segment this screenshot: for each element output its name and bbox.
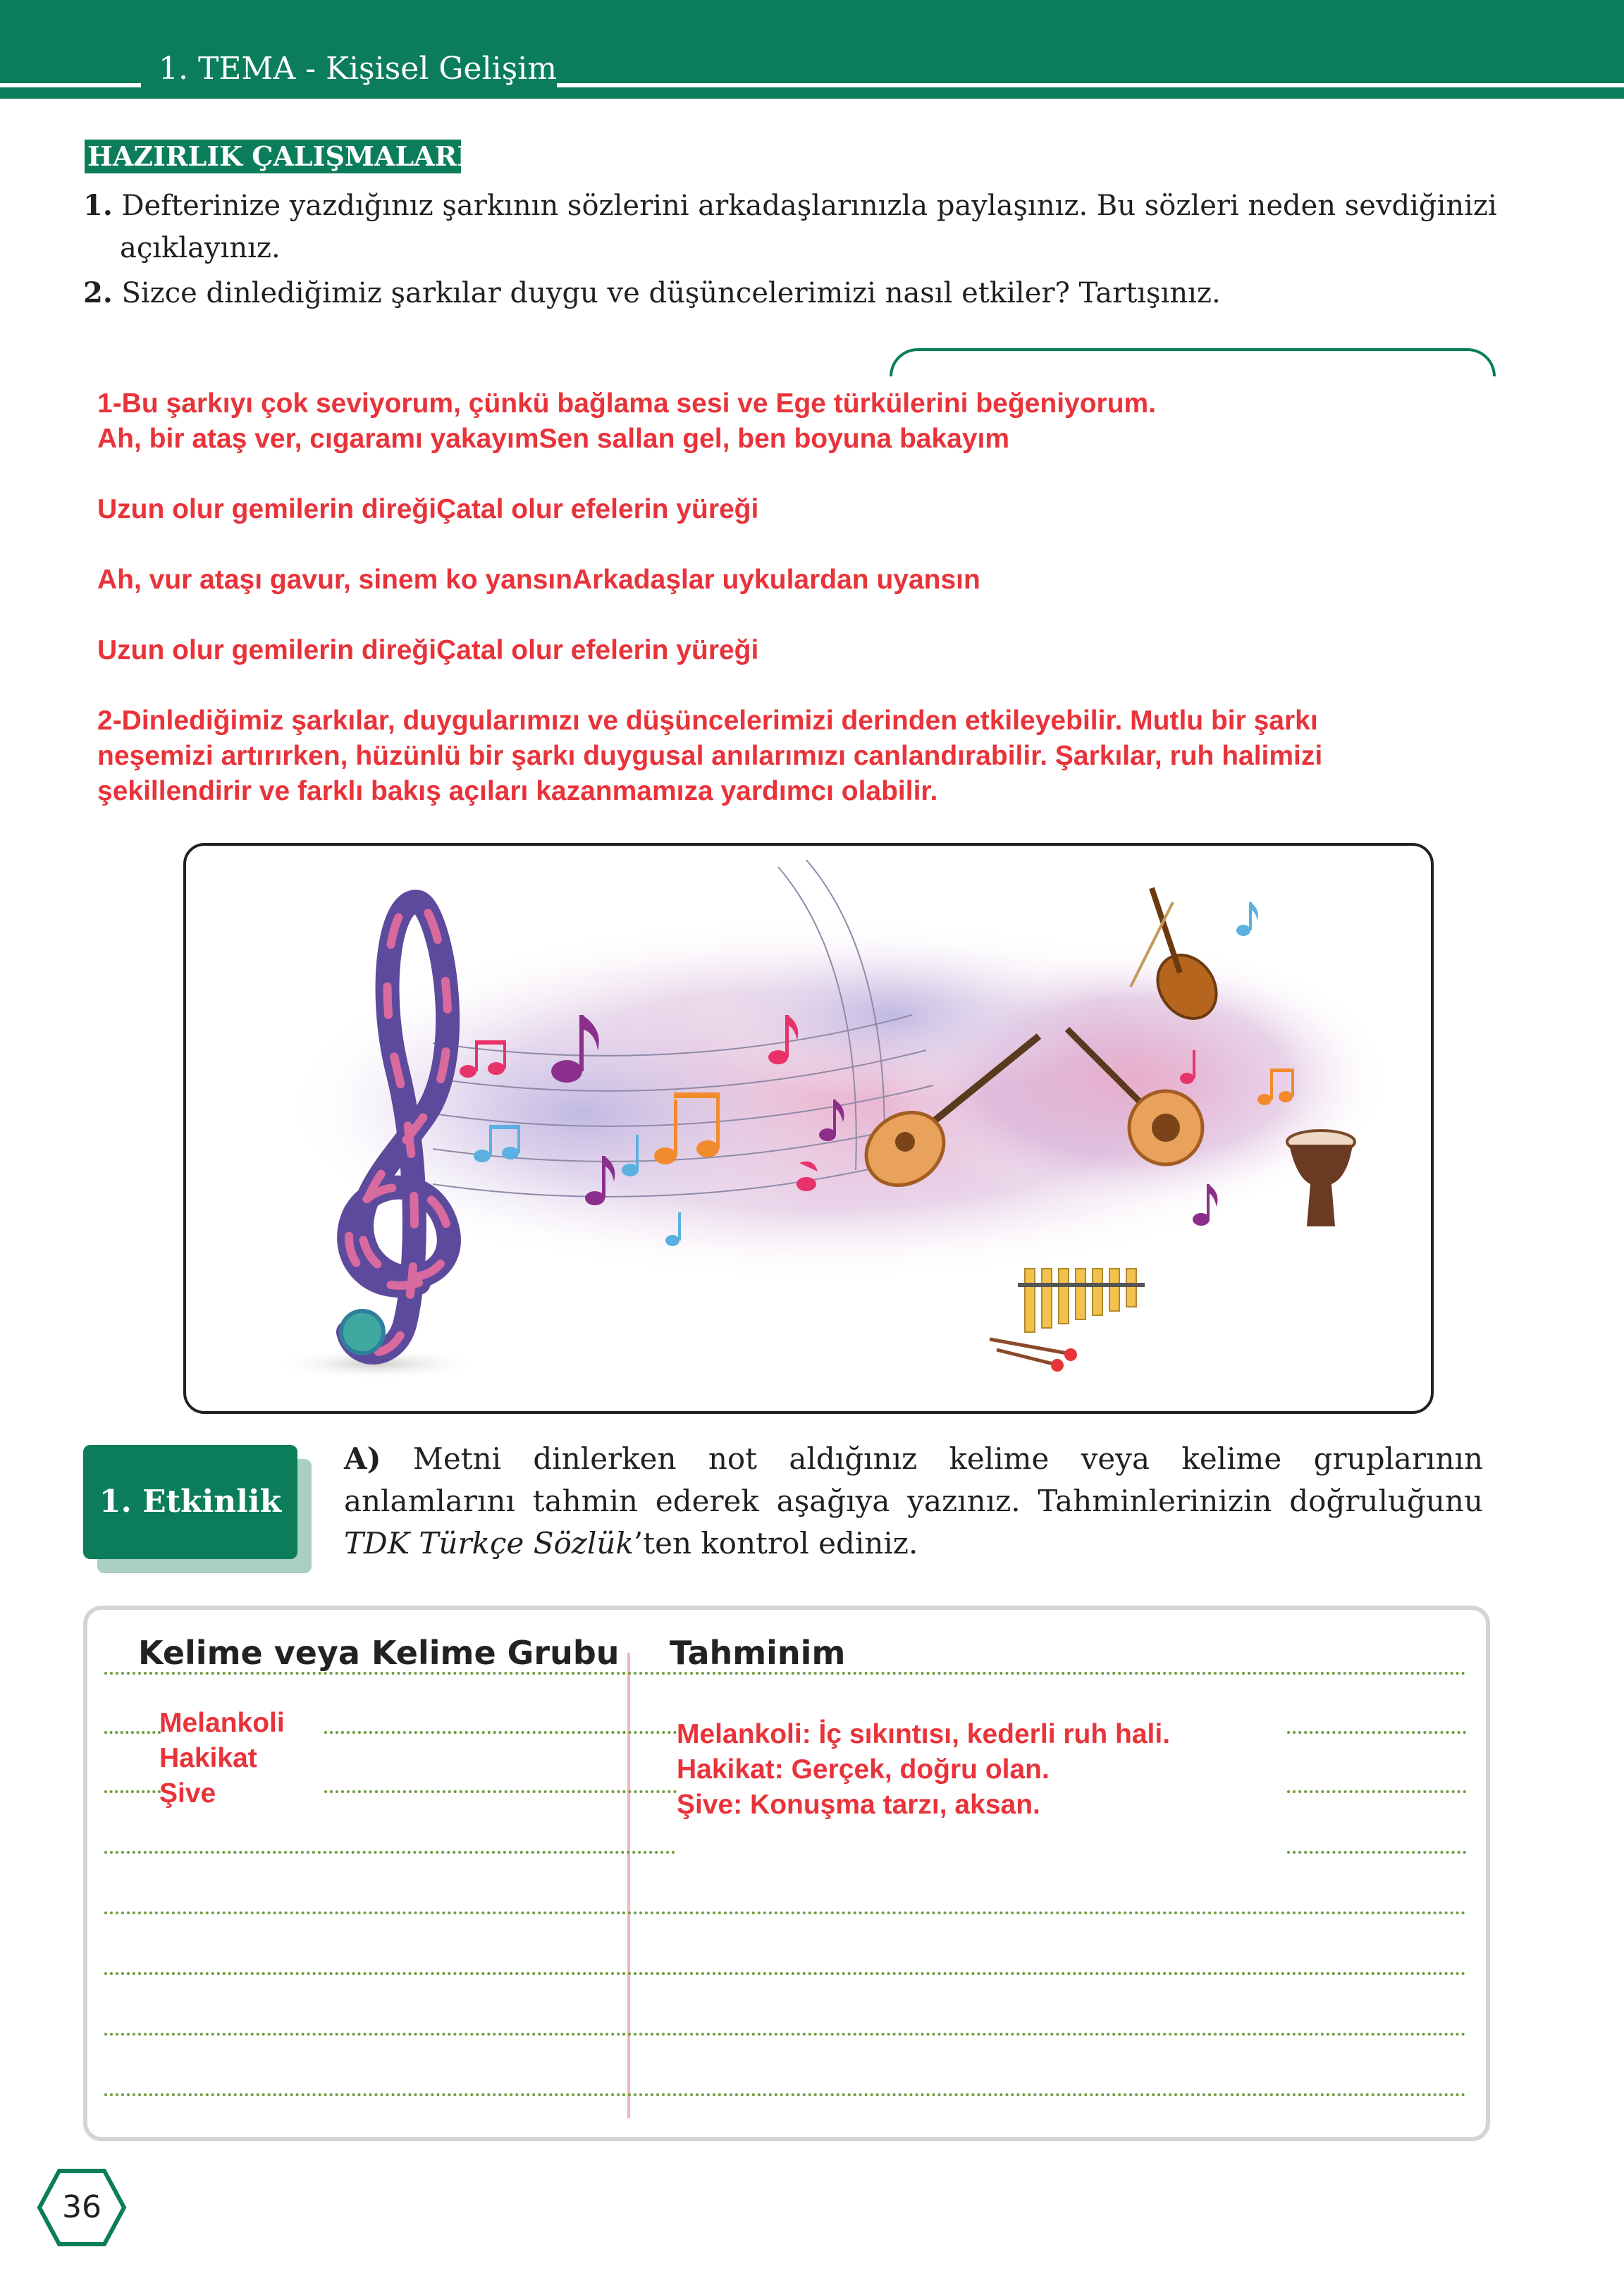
question-number: 2.	[83, 276, 113, 309]
music-illustration	[183, 843, 1434, 1414]
writing-line[interactable]	[1287, 1851, 1466, 1854]
guess-entry: Melankoli: İç sıkıntısı, kederli ruh hali.	[677, 1719, 1171, 1749]
handwritten-guesses	[677, 1717, 1170, 1823]
writing-line[interactable]	[1287, 1731, 1466, 1734]
writing-line[interactable]	[104, 1972, 1466, 1975]
question-1	[83, 185, 1500, 227]
writing-line[interactable]	[104, 1912, 1466, 1914]
writing-line[interactable]	[104, 1672, 1466, 1675]
answer-line: Ah, vur ataşı gavur, sinem ko yansınArkadaşlar uykulardan uyansın	[97, 565, 980, 595]
writing-line[interactable]	[104, 2033, 1466, 2036]
page-number: 36	[62, 2189, 102, 2225]
writing-line[interactable]	[104, 1851, 675, 1854]
answer-line: Uzun olur gemilerin direğiÇatal olur efelerin yüreği	[97, 635, 759, 665]
answer-line: 1-Bu şarkıyı çok seviyorum, çünkü bağlama sesi ve Ege türkülerini beğeniyorum.	[97, 388, 1157, 419]
answer-line: şekillendirir ve farklı bakış açıları kazanmamıza yardımcı olabilir.	[97, 776, 938, 806]
writing-line[interactable]	[1287, 1790, 1466, 1793]
activity-text-end: ’ten kontrol ediniz.	[633, 1526, 918, 1560]
writing-line[interactable]	[104, 1731, 161, 1734]
guess-entry: Şive: Konuşma tarzı, aksan.	[677, 1790, 1040, 1820]
answer-frame-top	[890, 348, 1496, 376]
question-number: 1.	[83, 189, 113, 222]
section-title: HAZIRLIK ÇALIŞMALARI	[85, 140, 461, 173]
column-divider	[627, 1653, 630, 2118]
question-text: Defterinize yazdığınız şarkının sözlerini arkadaşlarınızla paylaşınız. Bu sözleri neden sevdiğinizi	[121, 190, 1497, 222]
answer-line: Uzun olur gemilerin direğiÇatal olur efelerin yüreği	[97, 494, 759, 524]
activity-instructions	[344, 1438, 1483, 1565]
watercolor-cloud	[679, 930, 1102, 1100]
xylophone-icon	[990, 1269, 1145, 1372]
handwritten-answer	[97, 386, 1465, 809]
header-rule	[0, 83, 141, 87]
dictionary-name: TDK Türkçe Sözlük	[344, 1526, 634, 1560]
word-entry: Melankoli	[159, 1708, 285, 1738]
question-text: Sizce dinlediğimiz şarkılar duygu ve düşüncelerimizi nasıl etkiler? Tartışınız.	[121, 277, 1221, 309]
answer-line: 2-Dinlediğimiz şarkılar, duygularımızı ve düşüncelerimizi derinden etkileyebilir. Mutlu bir şarkı	[97, 706, 1318, 736]
writing-line[interactable]	[324, 1731, 677, 1734]
handwritten-words	[159, 1706, 285, 1811]
word-entry: Hakikat	[159, 1743, 257, 1773]
vocabulary-table	[83, 1606, 1490, 2141]
column-header-word: Kelime veya Kelime Grubu	[138, 1634, 620, 1672]
column-header-guess: Tahminim	[670, 1634, 846, 1672]
activity-text: Metni dinlerken not aldığınız kelime veya kelime gruplarının anlamlarını tahmin ederek aşağıya yazınız. Tahminlerinizin doğruluğunu	[344, 1441, 1483, 1518]
word-entry: Şive	[159, 1778, 216, 1809]
theme-title: 1. TEMA - Kişisel Gelişim	[159, 51, 558, 87]
writing-line[interactable]	[104, 2093, 1466, 2096]
header-rule	[557, 83, 1624, 87]
question-1-continuation: açıklayınız.	[120, 232, 281, 264]
guess-entry: Hakikat: Gerçek, doğru olan.	[677, 1754, 1050, 1785]
answer-line: Ah, bir ataş ver, cıgaramı yakayımSen sallan gel, ben boyuna bakayım	[97, 424, 1010, 454]
activity-label: A)	[344, 1441, 381, 1476]
writing-line[interactable]	[324, 1790, 677, 1793]
writing-line[interactable]	[104, 1790, 161, 1793]
activity-badge: 1. Etkinlik	[83, 1445, 297, 1559]
answer-line: neşemizi artırırken, hüzünlü bir şarkı duygusal anılarımızı canlandırabilir. Şarkılar, ruh halimizi	[97, 741, 1323, 771]
music-illustration-art	[186, 846, 1431, 1411]
question-2	[83, 272, 1221, 314]
